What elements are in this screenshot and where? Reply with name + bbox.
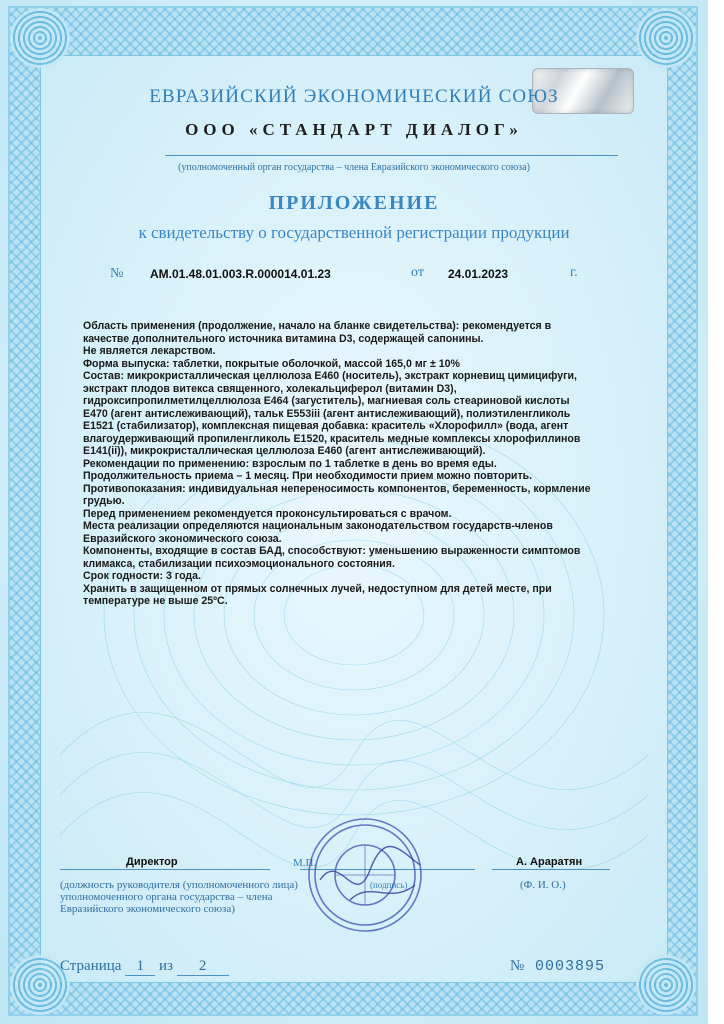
organization-name: ООО «СТАНДАРТ ДИАЛОГ» <box>185 120 523 139</box>
corner-rosette-top-left <box>10 8 70 68</box>
registration-number: AM.01.48.01.003.R.000014.01.23 <box>150 267 331 281</box>
role-note: (должность руководителя (уполномоченного лица) уполномоченного органа государства – члена Евразийского экономического союза) <box>60 879 298 915</box>
corner-rosette-bottom-right <box>636 955 696 1015</box>
body-line: грудью. <box>83 495 125 507</box>
serial-number: 0003895 <box>535 958 606 975</box>
serial-number-sign: № <box>510 958 525 974</box>
fio-caption: (Ф. И. О.) <box>520 879 566 891</box>
official-stamp <box>300 810 430 940</box>
page-indicator <box>60 958 229 976</box>
registration-date: 24.01.2023 <box>448 267 509 281</box>
body-line: влагоудерживающий пропиленгликоль Е1520, краситель медные комплексы хлорофиллинов <box>83 432 581 445</box>
document-subtitle: к свидетельству о государственной регистрации продукции <box>138 223 570 242</box>
body-line: Состав: микрокристаллическая целлюлоза Е460 (носитель), экстракт корневищ цимицифуги, <box>83 370 577 382</box>
page-of-label: из <box>158 958 173 974</box>
body-line: Рекомендации по применению: взрослым по 1 таблетке в день во время еды. <box>83 457 497 470</box>
year-suffix: г. <box>570 265 578 280</box>
union-heading: ЕВРАЗИЙСКИЙ ЭКОНОМИЧЕСКИЙ СОЮЗ <box>149 86 559 107</box>
body-line: Перед применением рекомендуется проконсультироваться с врачом. <box>83 507 452 520</box>
body-line: качестве дополнительного источника витамина D3, содержащей сапонины. <box>83 332 484 345</box>
document-title: ПРИЛОЖЕНИЕ <box>268 192 440 214</box>
page-label: Страница <box>60 958 122 974</box>
body-line: Не является лекарством. <box>83 345 216 357</box>
authority-note: (уполномоченный орган государства – члена Евразийского экономического союза) <box>178 162 530 173</box>
body-line: Форма выпуска: таблетки, покрытые оболочкой, массой 165,0 мг ± 10% <box>83 357 460 370</box>
signature-caption: (подпись) <box>370 880 408 890</box>
header-divider <box>165 155 618 156</box>
signatory-name: А. Араратян <box>516 856 583 868</box>
name-underline <box>492 869 610 870</box>
page-current: 1 <box>125 958 155 976</box>
body-line: температуре не выше 25ºС. <box>83 595 228 607</box>
body-line: Область применения (продолжение, начало на бланке свидетельства): рекомендуется в <box>83 320 552 332</box>
body-line: Е141(ii)), микрокристаллическая целлюлоза Е460 (агент антислеживающий). <box>83 445 486 457</box>
body-line: Е470 (агент антислеживающий), тальк Е553iii (агент антислеживающий), полиэтиленгликоль <box>83 407 571 420</box>
body-text <box>83 320 603 608</box>
body-line: Евразийского экономического союза. <box>83 532 282 545</box>
body-line: гидроксипропилметилцеллюлоза Е464 (загуститель), магниевая соль стеариновой кислоты <box>83 395 570 407</box>
body-line: Срок годности: 3 года. <box>83 570 201 582</box>
body-line: Противопоказания: индивидуальная непереносимость компонентов, беременность, кормление <box>83 482 591 495</box>
page-total: 2 <box>177 958 229 976</box>
number-sign: № <box>110 266 124 281</box>
body-line: Хранить в защищенном от прямых солнечных лучей, недоступном для детей месте, при <box>83 582 552 595</box>
date-from-label: от <box>411 265 424 280</box>
body-line: климакса, стабилизации психоэмоционального состояния. <box>83 557 395 570</box>
corner-rosette-top-right <box>636 8 696 68</box>
body-line: Е1521 (стабилизатор), комплексная пищевая добавка: краситель «Хлорофилл» (вода, агент <box>83 420 569 432</box>
body-line: Места реализации определяются национальным законодательством государств-членов <box>83 520 553 532</box>
seal-place-label: М.П. <box>293 857 317 869</box>
signatory-role: Директор <box>126 856 178 868</box>
role-underline <box>60 869 270 870</box>
body-line: Компоненты, входящие в состав БАД, способствуют: уменьшению выраженности симптомов <box>83 545 581 557</box>
body-line: Продолжительность приема – 1 месяц. При необходимости прием можно повторить. <box>83 470 533 482</box>
body-line: экстракт плодов витекса священного, холекальциферол (витамин D3), <box>83 382 457 395</box>
